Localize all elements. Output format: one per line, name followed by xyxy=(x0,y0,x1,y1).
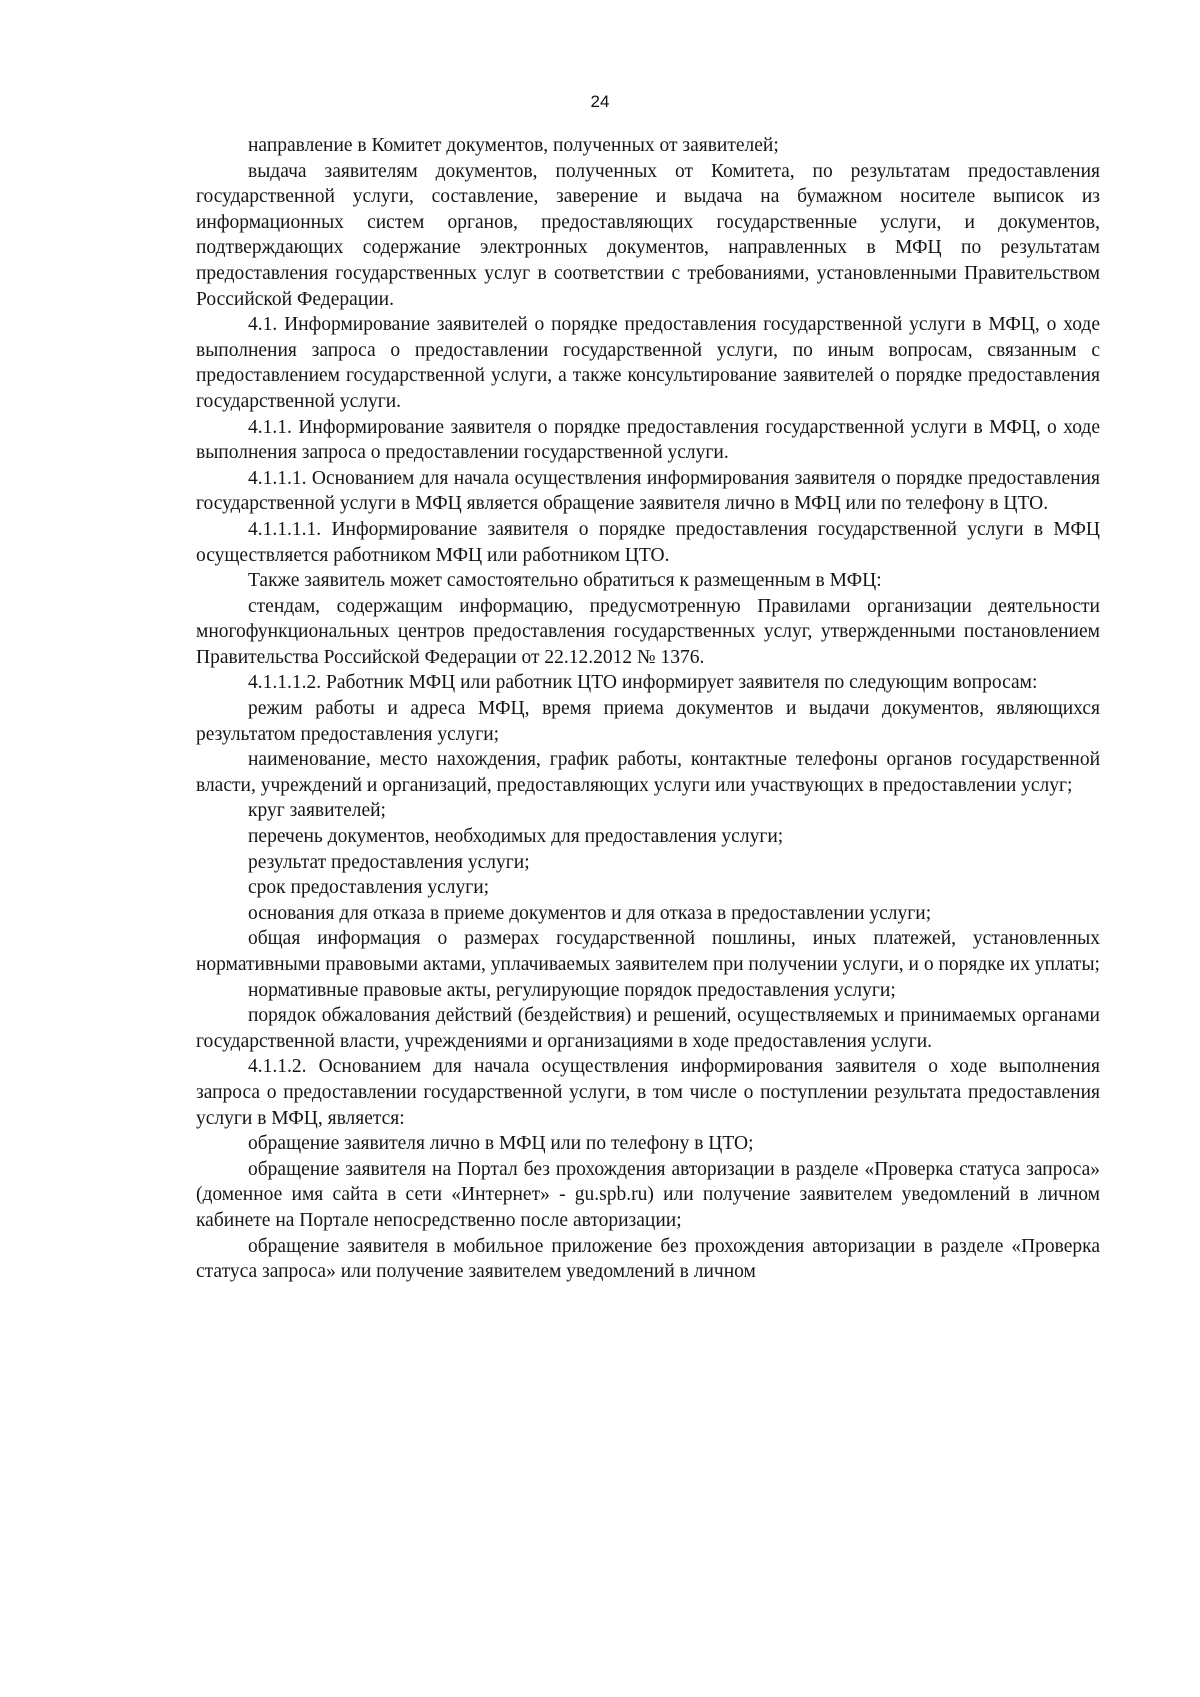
paragraph: общая информация о размерах государственной пошлины, иных платежей, установленных нормативными правовыми актами, уплачиваемых заявителем при получении услуги, и о порядке их уплаты; xyxy=(196,928,1100,975)
paragraph: обращение заявителя на Портал без прохождения авторизации в разделе «Проверка статуса запроса» (доменное имя сайта в сети «Интернет» - gu.spb.ru) или получение заявителем уведомлений в личном кабинете на Портале непосредственно после авторизации; xyxy=(196,1158,1100,1231)
paragraph: наименование, место нахождения, график работы, контактные телефоны органов государственной власти, учреждений и организаций, предоставляющих услуги или участвующих в предоставлении услуг; xyxy=(196,749,1100,796)
paragraph: результат предоставления услуги; xyxy=(248,851,530,873)
paragraph: круг заявителей; xyxy=(248,800,386,822)
paragraph: 4.1.1.1. Основанием для начала осуществления информирования заявителя о порядке предоставления государственной услуги в МФЦ является обращение заявителя лично в МФЦ или по телефону в ЦТО. xyxy=(196,467,1100,515)
paragraph: нормативные правовые акты, регулирующие порядок предоставления услуги; xyxy=(248,979,896,1001)
paragraph: выдача заявителям документов, полученных от Комитета, по результатам предоставления государственной услуги, составление, заверение и выдача на бумажном носителе выписок из информационных систем органов, предоставляющих государственные услуги, и документов, подтверждающих содержание электронных документов, направленных в МФЦ по результатам предоставления государственных услуг в соответствии с требованиями, установленными Правительством Российской Федерации. xyxy=(196,160,1100,310)
page-number: 24 xyxy=(590,92,610,111)
paragraph: основания для отказа в приеме документов и для отказа в предоставлении услуги; xyxy=(248,902,932,924)
paragraph: 4.1.1. Информирование заявителя о порядке предоставления государственной услуги в МФЦ, о ходе выполнения запроса о предоставлении государственной услуги. xyxy=(196,416,1100,464)
paragraph: срок предоставления услуги; xyxy=(248,877,490,899)
paragraph: 4.1.1.2. Основанием для начала осуществления информирования заявителя о ходе выполнения запроса о предоставлении государственной услуги, в том числе о поступлении результата предоставления услуги в МФЦ, является: xyxy=(196,1056,1100,1129)
paragraph: порядок обжалования действий (бездействия) и решений, осуществляемых и принимаемых органами государственной власти, учреждениями и организациями в ходе предоставления услуги. xyxy=(196,1005,1100,1052)
paragraph: направление в Комитет документов, полученных от заявителей; xyxy=(248,135,779,156)
paragraph: Также заявитель может самостоятельно обратиться к размещенным в МФЦ: xyxy=(248,570,882,592)
paragraph: режим работы и адреса МФЦ, время приема документов и выдачи документов, являющихся результатом предоставления услуги; xyxy=(196,698,1100,745)
paragraph: 4.1.1.1.1. Информирование заявителя о порядке предоставления государственной услуги в МФЦ осуществляется работником МФЦ или работником ЦТО. xyxy=(196,518,1100,566)
document-text xyxy=(196,133,1100,1285)
paragraph: 4.1.1.1.2. Работник МФЦ или работник ЦТО информирует заявителя по следующим вопросам: xyxy=(248,672,1038,694)
paragraph: перечень документов, необходимых для предоставления услуги; xyxy=(248,826,784,848)
paragraph: стендам, содержащим информацию, предусмотренную Правилами организации деятельности многофункциональных центров предоставления государственных услуг, утвержденными постановлением Правительства Российской Федерации от 22.12.2012 № 1376. xyxy=(196,595,1100,668)
paragraph: обращение заявителя лично в МФЦ или по телефону в ЦТО; xyxy=(248,1133,754,1155)
paragraph: 4.1. Информирование заявителей о порядке предоставления государственной услуги в МФЦ, о ходе выполнения запроса о предоставлении государственной услуги, по иным вопросам, связанным с предоставлением государственной услуги, а также консультирование заявителей о порядке предоставления государственной услуги. xyxy=(196,314,1100,412)
paragraph: обращение заявителя в мобильное приложение без прохождения авторизации в разделе «Проверка статуса запроса» или получение заявителем уведомлений в личном xyxy=(196,1235,1100,1283)
